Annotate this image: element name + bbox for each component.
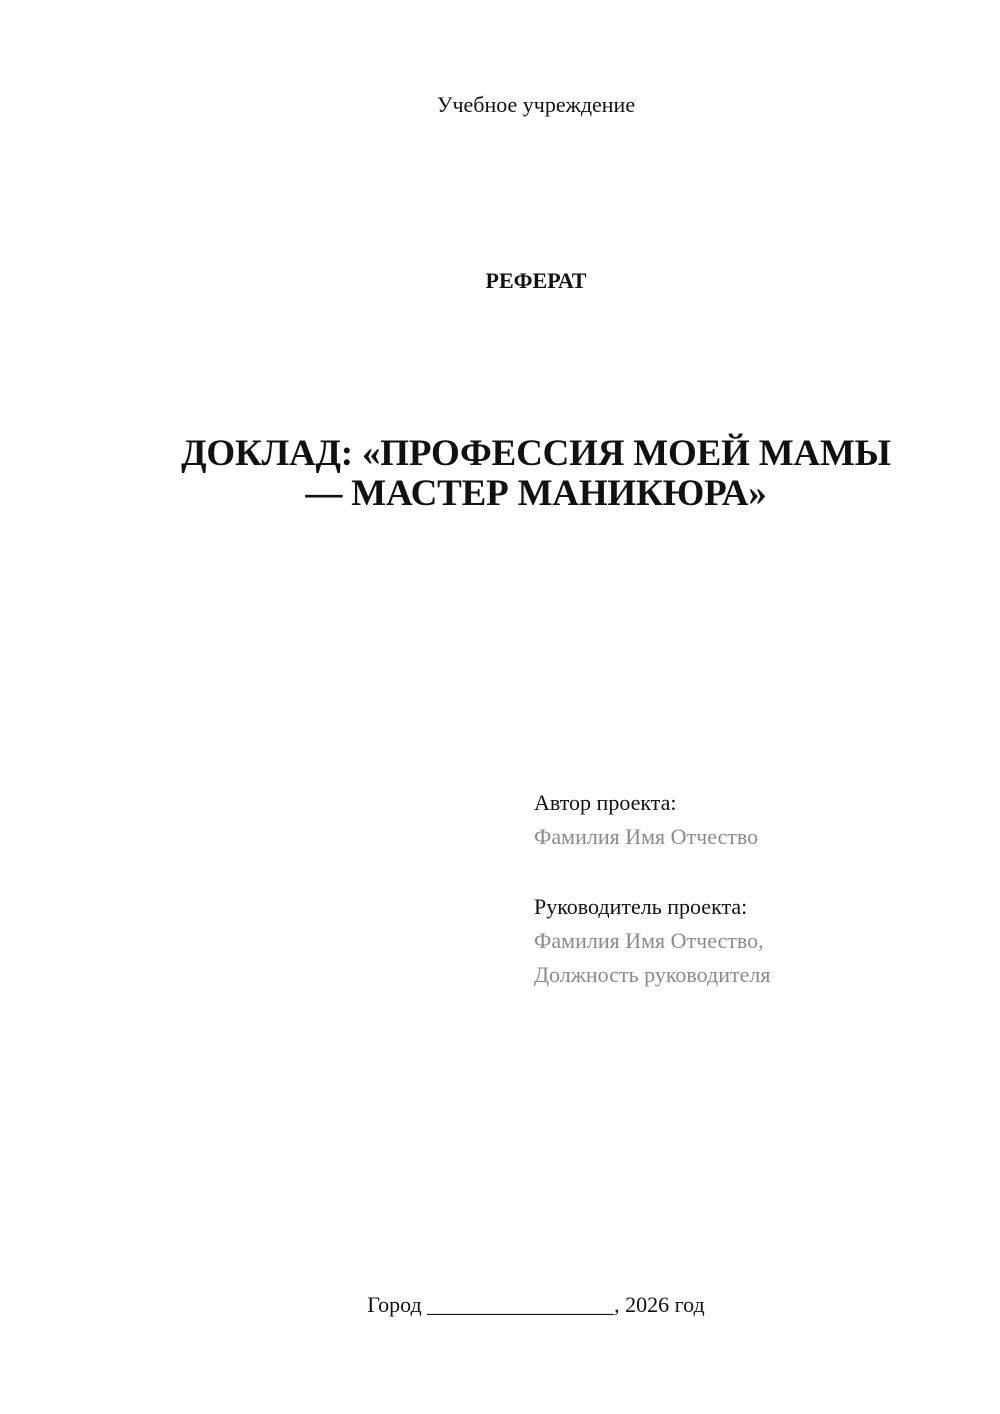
- author-block: [534, 786, 974, 854]
- supervisor-block: [534, 890, 974, 992]
- author-name: Фамилия Имя Отчество: [534, 824, 759, 849]
- author-label: Автор проекта:: [534, 790, 677, 815]
- report-title: [150, 434, 922, 514]
- institution-name: Учебное учреждение: [436, 92, 636, 117]
- supervisor-label: Руководитель проекта:: [534, 894, 748, 919]
- document-type: РЕФЕРАТ: [485, 268, 587, 293]
- supervisor-position: Должность руководителя: [534, 962, 771, 987]
- report-title-line-1: ДОКЛАД: «ПРОФЕССИЯ МОЕЙ МАМЫ: [181, 433, 891, 474]
- project-people: [534, 786, 974, 992]
- city-year-line: Город _________________, 2026 год: [367, 1292, 705, 1317]
- supervisor-name: Фамилия Имя Отчество,: [534, 928, 764, 953]
- report-title-line-2: — МАСТЕР МАНИКЮРА»: [305, 473, 767, 514]
